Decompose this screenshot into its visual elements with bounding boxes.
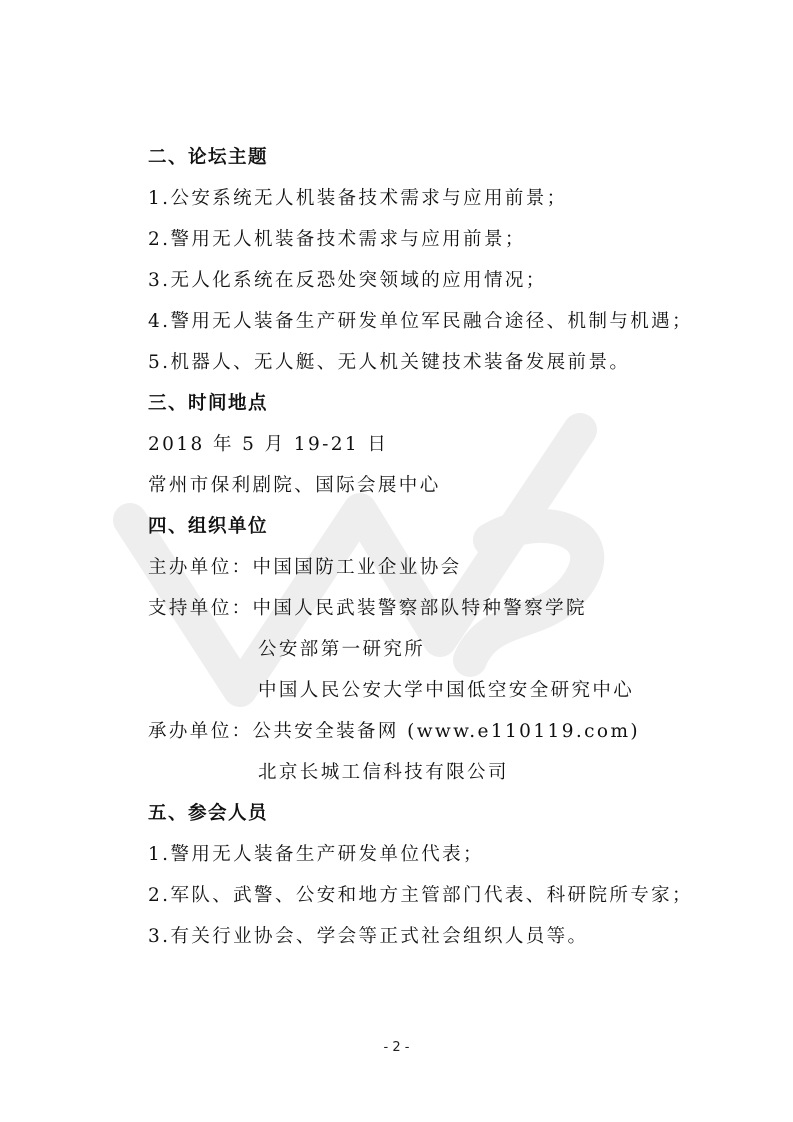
list-item: 4.警用无人装备生产研发单位军民融合途径、机制与机遇； — [148, 311, 693, 332]
list-item: 2.警用无人机装备技术需求与应用前景； — [148, 229, 526, 250]
list-item: 1.公安系统无人机装备技术需求与应用前景； — [148, 188, 568, 209]
section-heading-topics: 二、论坛主题 — [148, 147, 269, 168]
list-item: 3.有关行业协会、学会等正式社会组织人员等。 — [148, 926, 589, 947]
support-unit-2: 公安部第一研究所 — [258, 639, 426, 660]
list-item: 2.军队、武警、公安和地方主管部门代表、科研院所专家； — [148, 885, 693, 906]
organizer-unit-2: 北京长城工信科技有限公司 — [258, 762, 509, 783]
host-unit: 主办单位：中国国防工业企业协会 — [148, 557, 462, 578]
section-heading-attendees: 五、参会人员 — [148, 803, 269, 824]
list-item: 1.警用无人装备生产研发单位代表； — [148, 844, 484, 865]
support-unit-3: 中国人民公安大学中国低空安全研究中心 — [258, 680, 635, 701]
event-place: 常州市保利剧院、国际会展中心 — [148, 475, 441, 496]
document-body — [148, 137, 708, 957]
section-heading-organizers: 四、组织单位 — [148, 516, 269, 537]
support-unit-1: 支持单位：中国人民武装警察部队特种警察学院 — [148, 598, 587, 619]
section-heading-time-place: 三、时间地点 — [148, 393, 269, 414]
organizer-unit-1: 承办单位：公共安全装备网 (www.e110119.com) — [148, 721, 640, 742]
event-date: 2018 年 5 月 19-21 日 — [148, 434, 389, 455]
list-item: 3.无人化系统在反恐处突领域的应用情况； — [148, 270, 547, 291]
page-number: - 2 - — [383, 1040, 410, 1055]
list-item: 5.机器人、无人艇、无人机关键技术装备发展前景。 — [148, 352, 631, 373]
